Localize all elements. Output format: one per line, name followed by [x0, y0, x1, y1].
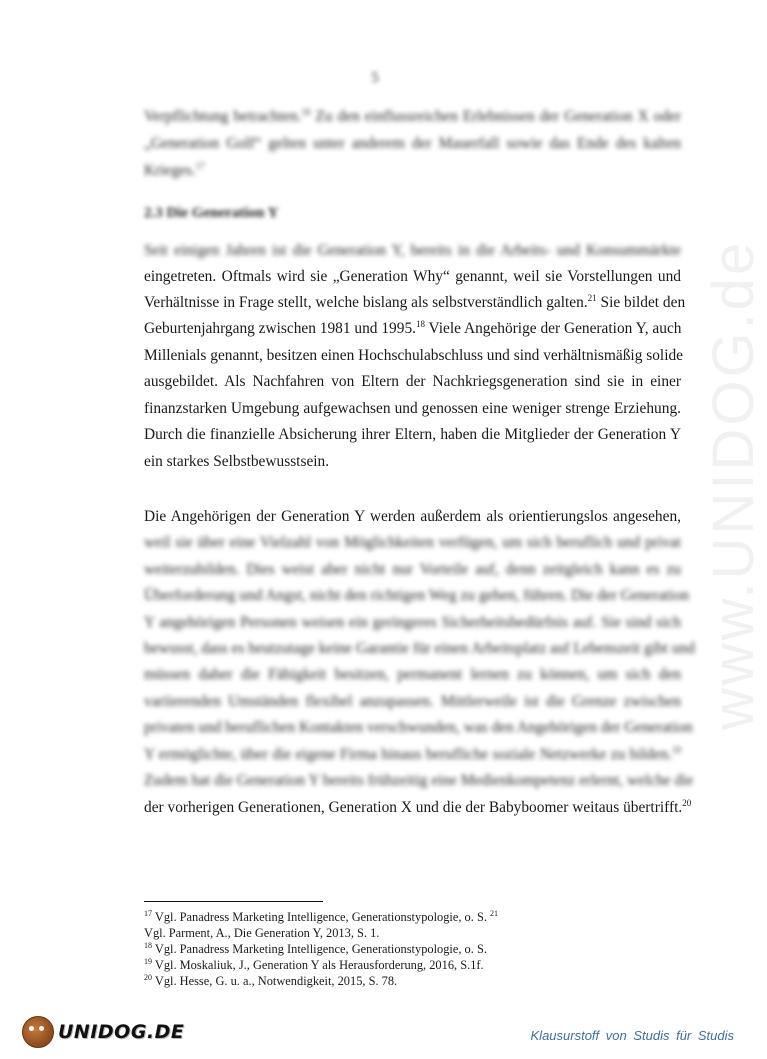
footnote: $^{18}$ Vgl. Panadress Marketing Intelligence, Generationstypologie, o. S. — [144, 941, 487, 956]
intro-line: Krieges.$^{17}$ — [144, 161, 205, 179]
watermark: www.UNIDOG.de — [701, 239, 766, 730]
footnote: $^{20}$ Vgl. Hesse, G. u. a., Notwendigkeit, 2015, S. 78. — [144, 973, 398, 988]
intro-line: „Generation Golf“ gelten unter anderem der Mauerfall sowie das Ende des kalten — [144, 135, 681, 152]
paragraph-line: ausgebildet. Als Nachfahren von Eltern der Nachkriegsgeneration sind sie in einer — [144, 373, 681, 390]
dog-icon — [22, 1016, 54, 1048]
paragraph-line: ein starkes Selbstbewusstsein. — [144, 453, 330, 470]
paragraph-line: privaten und beruflichen Kontakten verschwunden, was den Angehörigen der Generation — [144, 719, 693, 736]
paragraph-line: Verhältnisse in Frage stellt, welche bislang als selbstverständlich galten.$^{21}$ Sie bildet den — [144, 293, 686, 311]
paragraph-line: Millenials genannt, besitzen einen Hochschulabschluss und sind verhältnismäßig solide — [144, 347, 683, 364]
paragraph-line: Seit einigen Jahren ist die Generation Y, bereits in die Arbeits- und Konsummärkte — [144, 242, 681, 259]
paragraph-line: variierenden Umständen flexibel anzupassen. Mittlerweile ist die Grenze zwischen — [144, 693, 681, 710]
tagline: Klausurstoff von Studis für Studis — [530, 1028, 734, 1043]
paragraph-line: Die Angehörigen der Generation Y werden außerdem als orientierungslos angesehen, — [144, 508, 681, 525]
paragraph-line: Durch die finanzielle Absicherung ihrer Eltern, haben die Mitglieder der Generation Y — [144, 426, 681, 443]
paragraph-line: weiterzubilden. Dies weist aber nicht nur Vorteile auf, denn zeitgleich kann es zu — [144, 561, 681, 578]
intro-line: Verpflichtung betrachten.$^{16}$ Zu den einflussreichen Erlebnissen der Generation X oder — [144, 107, 681, 125]
paragraph-line: Zudem hat die Generation Y bereits frühzeitig eine Medienkompetenz erlernt, welche die — [144, 772, 694, 789]
unidog-logo[interactable] — [22, 1015, 184, 1049]
footnote: $^{17}$ Vgl. Panadress Marketing Intelligence, Generationstypologie, o. S. $^{21}$ — [144, 909, 499, 924]
page-number: 5 — [371, 70, 379, 86]
paragraph-line: Y ermöglichte, über die eigene Firma hinaus berufliche soziale Netzwerke zu bilden.$^{19}$ — [144, 745, 681, 763]
paragraph-line: der vorherigen Generationen, Generation X und die der Babyboomer weitaus übertrifft.$^{20}$ — [144, 798, 692, 816]
paragraph-line: bewusst, dass es heutzutage keine Garantie für einen Arbeitsplatz auf Lebenszeit gibt und — [144, 640, 695, 657]
footnote: Vgl. Parment, A., Die Generation Y, 2013, S. 1. — [144, 926, 380, 940]
paragraph-line: weil sie über eine Vielzahl von Möglichkeiten verfügen, um sich beruflich und privat — [144, 534, 681, 551]
paragraph-line: finanzstarken Umgebung aufgewachsen und genossen eine weniger strenge Erziehung. — [144, 400, 681, 417]
paragraph-line: Überforderung und Angst, nicht den richtigen Weg zu gehen, führen. Die der Generation — [144, 587, 690, 604]
footnote: $^{19}$ Vgl. Moskaliuk, J., Generation Y als Herausforderung, 2016, S.1f. — [144, 957, 484, 972]
paragraph-line: eingetreten. Oftmals wird sie „Generation Why“ genannt, weil sie Vorstellungen und — [144, 268, 681, 285]
section-heading: 2.3 Die Generation Y — [144, 205, 279, 221]
logo-text: UNIDOG.DE — [58, 1021, 185, 1043]
paragraph-line: müssen daher die Fähigkeit besitzen, permanent lernen zu können, um sich den — [144, 666, 681, 683]
footnote-divider — [144, 901, 323, 902]
paragraph-line: Y angehörigen Personen weisen ein geringeres Sicherheitsbedürfnis auf. Sie sind sich — [144, 614, 681, 631]
paragraph-line: Geburtenjahrgang zwischen 1981 und 1995.18 Viele Angehörige der Generation Y, auch — [144, 319, 682, 337]
